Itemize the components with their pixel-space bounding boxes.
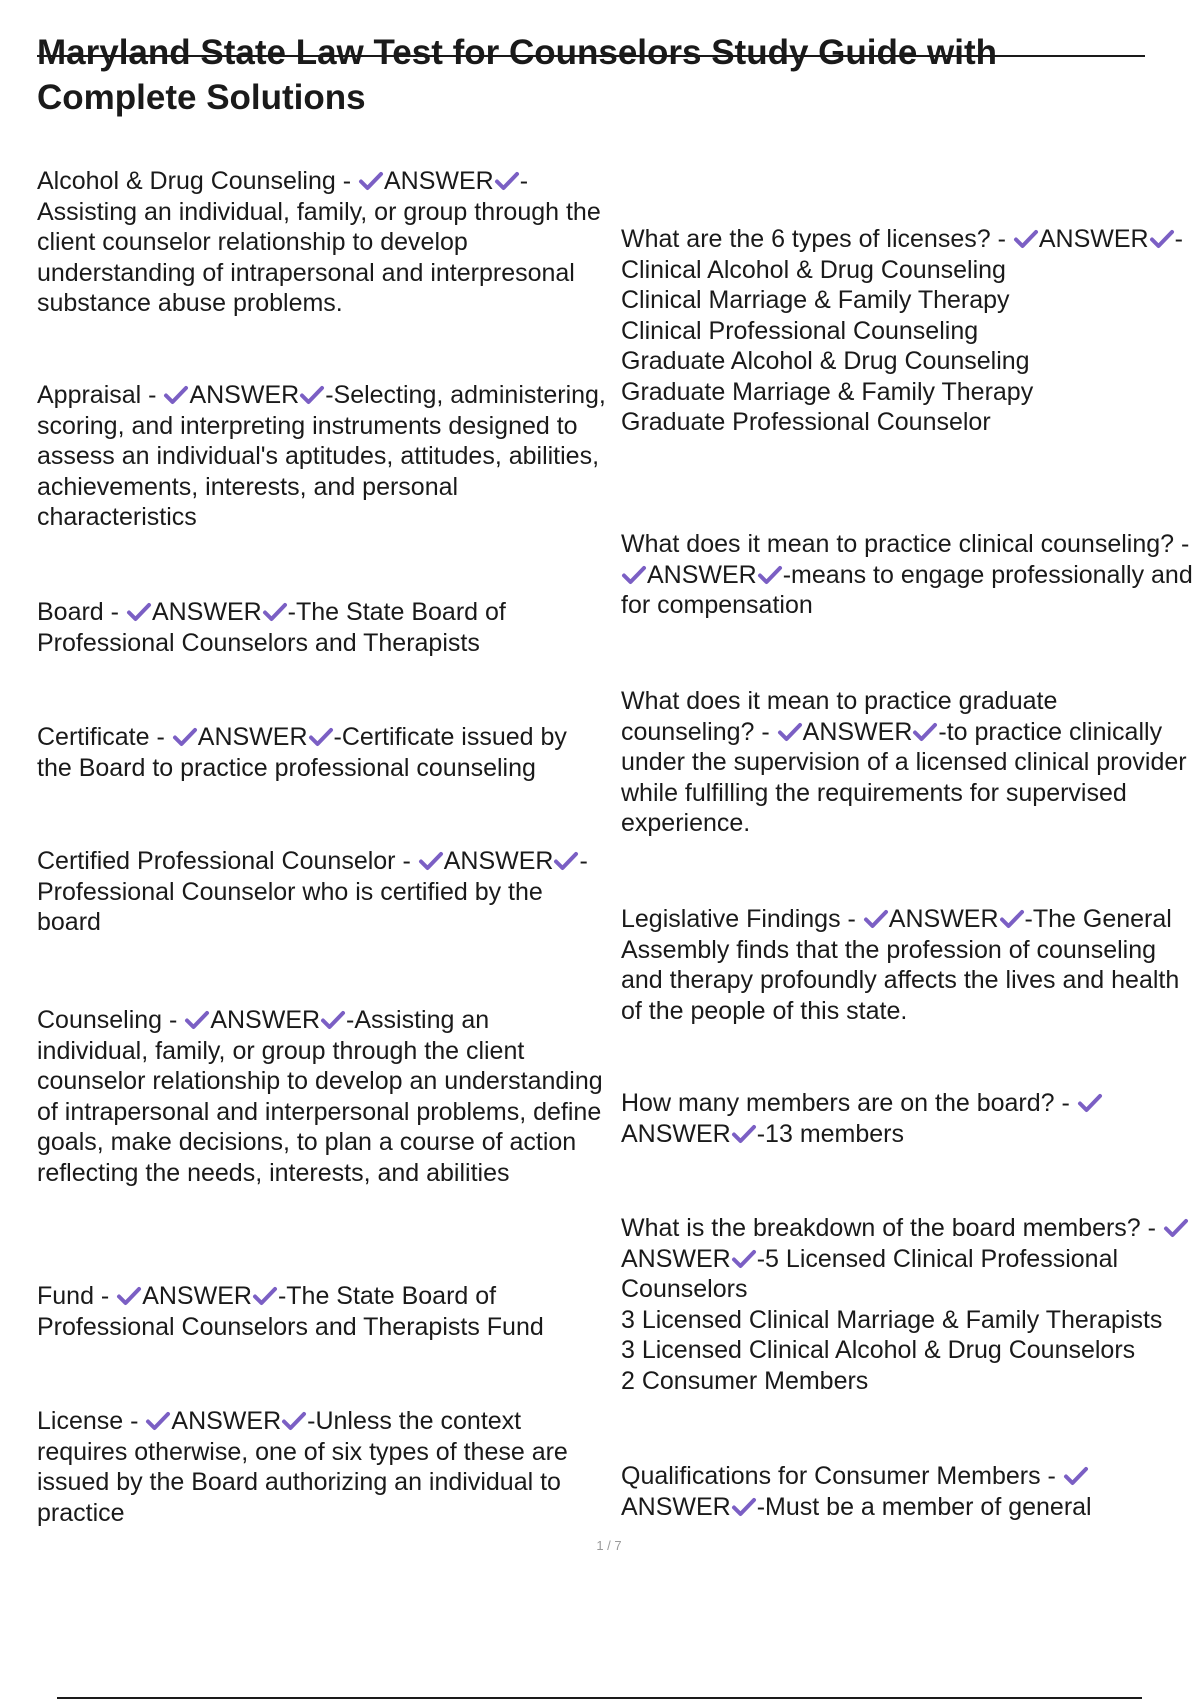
flashcard-term: What are the 6 types of licenses? - [621,225,1013,253]
flashcard-entry [37,166,607,319]
flashcard-answer: -means to engage professionally and for compensation [621,560,1193,619]
flashcard-term: Fund - [37,1282,117,1310]
flashcard-entry [621,1213,1196,1396]
document-title: Maryland State Law Test for Counselors Study Guide with Complete Solutions [37,33,998,117]
answer-label: ANSWER [888,905,999,933]
flashcard-entry [621,529,1196,621]
flashcard-answer: -The General Assembly finds that the profession of counseling and therapy profoundly affects the lives and health of the people of this state. [621,905,1180,1025]
flashcard-term: Counseling - [37,1006,185,1034]
flashcard-term: Appraisal - [37,381,164,409]
flashcard-entry [621,1088,1196,1149]
flashcard-entry [621,224,1196,438]
checkmark-icon [912,722,938,742]
checkmark-icon [320,1010,346,1030]
flashcard-answer: -5 Licensed Clinical Professional Counselors 3 Licensed Clinical Marriage & Family Therapists 3 Licensed Clinical Alcohol & Drug Counselors 2 Consumer Members [621,1244,1163,1395]
flashcard-entry [621,904,1196,1026]
flashcard-answer: - Assisting an individual, family, or group through the client counselor relationship to develop understanding of intrapersonal and interpresonal substance abuse problems. [37,167,601,317]
checkmark-icon [281,1411,307,1431]
checkmark-icon [1063,1466,1089,1486]
answer-label: ANSWER [151,598,262,626]
flashcard-answer: -Assisting an individual, family, or group through the client counselor relationship to develop an understanding of intrapersonal and interpersonal problems, define goals, make decisions, to plan a course of action reflecting the needs, interests, and abilities [37,1006,603,1187]
checkmark-icon [1013,229,1039,249]
answer-label: ANSWER [1038,225,1149,253]
flashcard-answer: -Must be a member of general [756,1492,1092,1521]
checkmark-icon [145,1411,171,1431]
footer-divider [57,1697,1142,1699]
page-number: 1 / 7 [596,1538,622,1553]
flashcard-entry [37,1005,607,1188]
answer-label: ANSWER [142,1282,252,1310]
checkmark-icon [299,385,325,405]
checkmark-icon [999,909,1025,929]
checkmark-icon [731,1497,757,1517]
checkmark-icon [731,1249,757,1269]
answer-label: ANSWER [621,1492,731,1521]
flashcard-term: Board - [37,598,126,626]
flashcard-term: What is the breakdown of the board members? - [621,1214,1163,1242]
flashcard-term: How many members are on the board? - [621,1089,1077,1117]
flashcard-term: Certificate - [37,723,172,751]
answer-label: ANSWER [384,167,494,195]
checkmark-icon [262,602,288,622]
flashcard-answer: -The State Board of Professional Counselors and Therapists Fund [37,1282,544,1341]
flashcard-entry [37,380,607,533]
flashcard-answer: -Selecting, administering, scoring, and interpreting instruments designed to assess an individual's aptitudes, attitudes, abilities, achievements, interests, and personal characteristics [37,381,606,531]
flashcard-term: Certified Professional Counselor - [37,847,418,875]
checkmark-icon [621,565,647,585]
flashcard-answer: -13 members [756,1119,904,1148]
answer-label: ANSWER [189,381,300,409]
checkmark-icon [308,727,334,747]
flashcard-entry [621,1461,1196,1522]
flashcard-entry [37,1406,607,1528]
flashcard-answer: -Unless the context requires otherwise, one of six types of these are issued by the Board authorizing an individual to practice [37,1407,568,1527]
answer-label: ANSWER [171,1407,282,1435]
checkmark-icon [1163,1218,1189,1238]
checkmark-icon [553,851,579,871]
checkmark-icon [184,1010,210,1030]
checkmark-icon [126,602,152,622]
checkmark-icon [1077,1093,1103,1113]
flashcard-answer: -Clinical Alcohol & Drug Counseling Clinical Marriage & Family Therapy Clinical Professional Counseling Graduate Alcohol & Drug Counseling Graduate Marriage & Family Therapy Graduate Professional Counselor [621,225,1183,436]
answer-label: ANSWER [802,717,913,746]
checkmark-icon [863,909,889,929]
title-strikethrough-line [37,55,1145,57]
answer-label: ANSWER [621,1119,731,1148]
flashcard-entry [37,722,607,783]
answer-label: ANSWER [647,560,757,589]
flashcard-entry [37,597,607,658]
flashcard-entry [37,846,607,938]
flashcard-answer: -Professional Counselor who is certified by the board [37,847,588,936]
checkmark-icon [731,1124,757,1144]
flashcard-answer: -Certificate issued by the Board to practice professional counseling [37,723,567,782]
flashcard-term: What does it mean to practice clinical counseling? - [621,530,1190,558]
checkmark-icon [163,385,189,405]
flashcard-entry [37,1281,607,1342]
checkmark-icon [116,1286,142,1306]
answer-label: ANSWER [210,1006,321,1034]
flashcard-entry [621,686,1196,839]
flashcard-term: What does it mean to practice graduate counseling? - [621,687,1058,746]
flashcard-term: Alcohol & Drug Counseling - [37,167,358,195]
checkmark-icon [757,565,783,585]
answer-label: ANSWER [621,1244,731,1273]
flashcard-answer: -to practice clinically under the supervision of a licensed clinical provider while fulfilling the requirements for supervised experience. [621,717,1187,837]
checkmark-icon [252,1286,278,1306]
checkmark-icon [1149,229,1175,249]
checkmark-icon [172,727,198,747]
checkmark-icon [777,722,803,742]
answer-label: ANSWER [197,723,308,751]
checkmark-icon [418,851,444,871]
flashcard-term: Qualifications for Consumer Members - [621,1462,1063,1490]
flashcard-answer: -The State Board of Professional Counselors and Therapists [37,598,506,657]
answer-label: ANSWER [443,847,554,875]
flashcard-term: Legislative Findings - [621,905,863,933]
checkmark-icon [358,171,384,191]
flashcard-term: License - [37,1407,146,1435]
checkmark-icon [494,171,520,191]
